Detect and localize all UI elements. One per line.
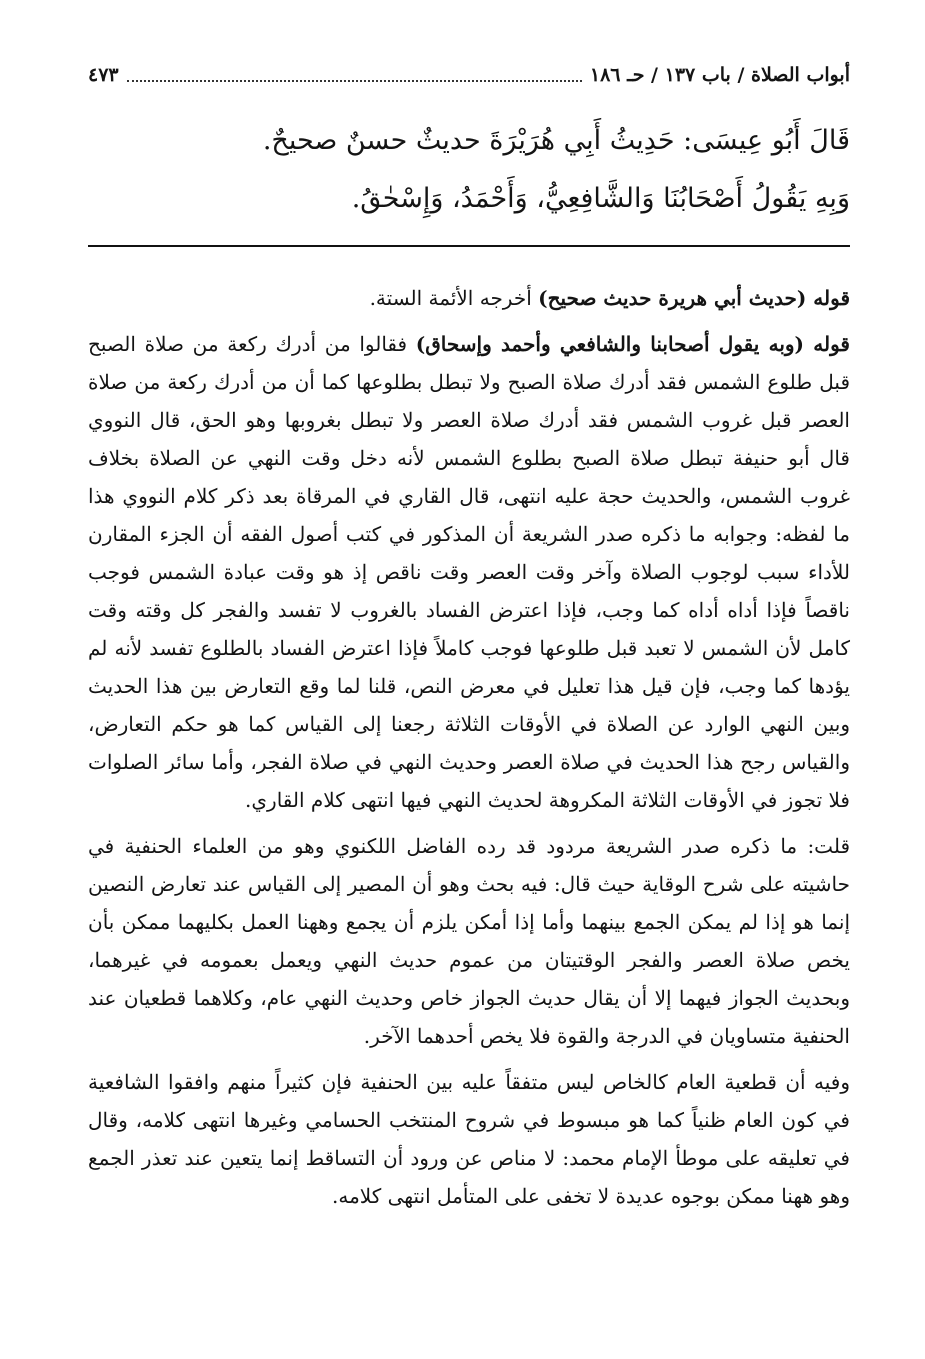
commentary-lead-2: قوله (وبه يقول أصحابنا والشافعي وأحمد وإسحاق) bbox=[415, 332, 850, 356]
commentary-text-1: أخرجه الأئمة الستة. bbox=[369, 286, 539, 310]
header-leader-dots bbox=[127, 68, 582, 82]
hadith-text bbox=[250, 112, 850, 228]
divider-rule bbox=[88, 245, 850, 247]
commentary-paragraph-4: وفيه أن قطعية العام كالخاص ليس متفقاً عليه بين الحنفية فإن كثيراً منهم وافقوا الشافعية في كون العام ظنياً كما هو مبسوط في شروح المنتخب الحسامي وغيرها انتهى كلامه، وقال في تعليقه على موطأ الإمام محمد: لا مناص عن ورود أن التساقط إنما يتعين عند تعذر الجمع وهو ههنا ممكن بوجوه عديدة لا تخفى على المتأمل انتهى كلامه. bbox=[88, 1070, 850, 1208]
commentary-paragraph-3: قلت: ما ذكره صدر الشريعة مردود قد رده الفاضل اللكنوي وهو من العلماء الحنفية في حاشيته على شرح الوقاية حيث قال: فيه بحث وهو أن المصير إلى القياس عند تعارض النصين إنما هو إذا لم يمكن الجمع بينهما وأما إذا أمكن يلزم أن يجمع وههنا العمل بكليهما ممكن بأن يخص صلاة العصر والفجر الوقتيتان من عموم حديث النهي ويعمل بعمومه في غيرهما، وبحديث الجواز فيهما إلا أن يقال حديث الجواز خاص وحديث النهي عام، وكلاهما قطعيان عند الحنفية متساويان في الدرجة والقوة فلا يخص أحدهما الآخر. bbox=[88, 834, 851, 1048]
page-header bbox=[88, 60, 850, 90]
page-number: ٤٧٣ bbox=[88, 64, 119, 86]
commentary-lead-1: قوله (حديث أبي هريرة حديث صحيح) bbox=[538, 286, 850, 310]
commentary-text-2: فقالوا من أدرك ركعة من صلاة الصبح قبل طلوع الشمس فقد أدرك صلاة الصبح ولا تبطل بطلوعها كما أن من أدرك ركعة من صلاة العصر قبل غروب الشمس فقد أدرك صلاة العصر ولا تبطل بغروبها وهو الحق، قال النووي قال أبو حنيفة تبطل صلاة الصبح بطلوع الشمس لأنه دخل وقت النهي عن الصلاة بخلاف غروب الشمس، والحديث حجة عليه انتهى، قال القاري في المرقاة بعد ذكر كلام النووي هذا ما لفظه: وجوابه ما ذكره صدر الشريعة أن المذكور في كتب أصول الفقه أن الجزء المقارن للأداء سبب لوجوب الصلاة وآخر وقت العصر وقت ناقص إذ هو وقت عبادة الشمس فوجب ناقصاً فإذا أداه أداه كما وجب، فإذا اعترض الفساد بالغروب لا تفسد والفجر كل وقته وقت كامل لأن الشمس لا تعبد قبل طلوعها فوجب كاملاً فإذا اعترض الفساد بالطلوع تفسد لأنه لم يؤدها كما وجب، فإن قيل هذا تعليل في معرض النص، قلنا لما وقع التعارض بين هذا الحديث وبين النهي الوارد عن الصلاة في الأوقات الثلاثة رجعنا إلى القياس كما هو حكم التعارض، والقياس رجح هذا الحديث في صلاة العصر وحديث النهي في صلاة الفجر، وأما سائر الصلوات فلا تجوز في الأوقات الثلاثة المكروهة لحديث النهي فيها انتهى كلام القاري. bbox=[88, 332, 850, 812]
hadith-line-2: وَبِهِ يَقُولُ أَصْحَابُنَا وَالشَّافِعِيُّ، وَأَحْمَدُ، وَإِسْحٰقُ. bbox=[351, 183, 850, 214]
hadith-line-1: قَالَ أَبُو عِيسَى: حَدِيثُ أَبِي هُرَيْرَةَ حديثٌ حسنٌ صحيحٌ. bbox=[262, 125, 850, 156]
commentary-paragraph-2 bbox=[88, 325, 850, 819]
commentary bbox=[88, 279, 850, 1223]
commentary-paragraph-1 bbox=[88, 279, 850, 317]
running-title: أبواب الصلاة / باب ١٣٧ / حـ ١٨٦ bbox=[589, 64, 850, 86]
